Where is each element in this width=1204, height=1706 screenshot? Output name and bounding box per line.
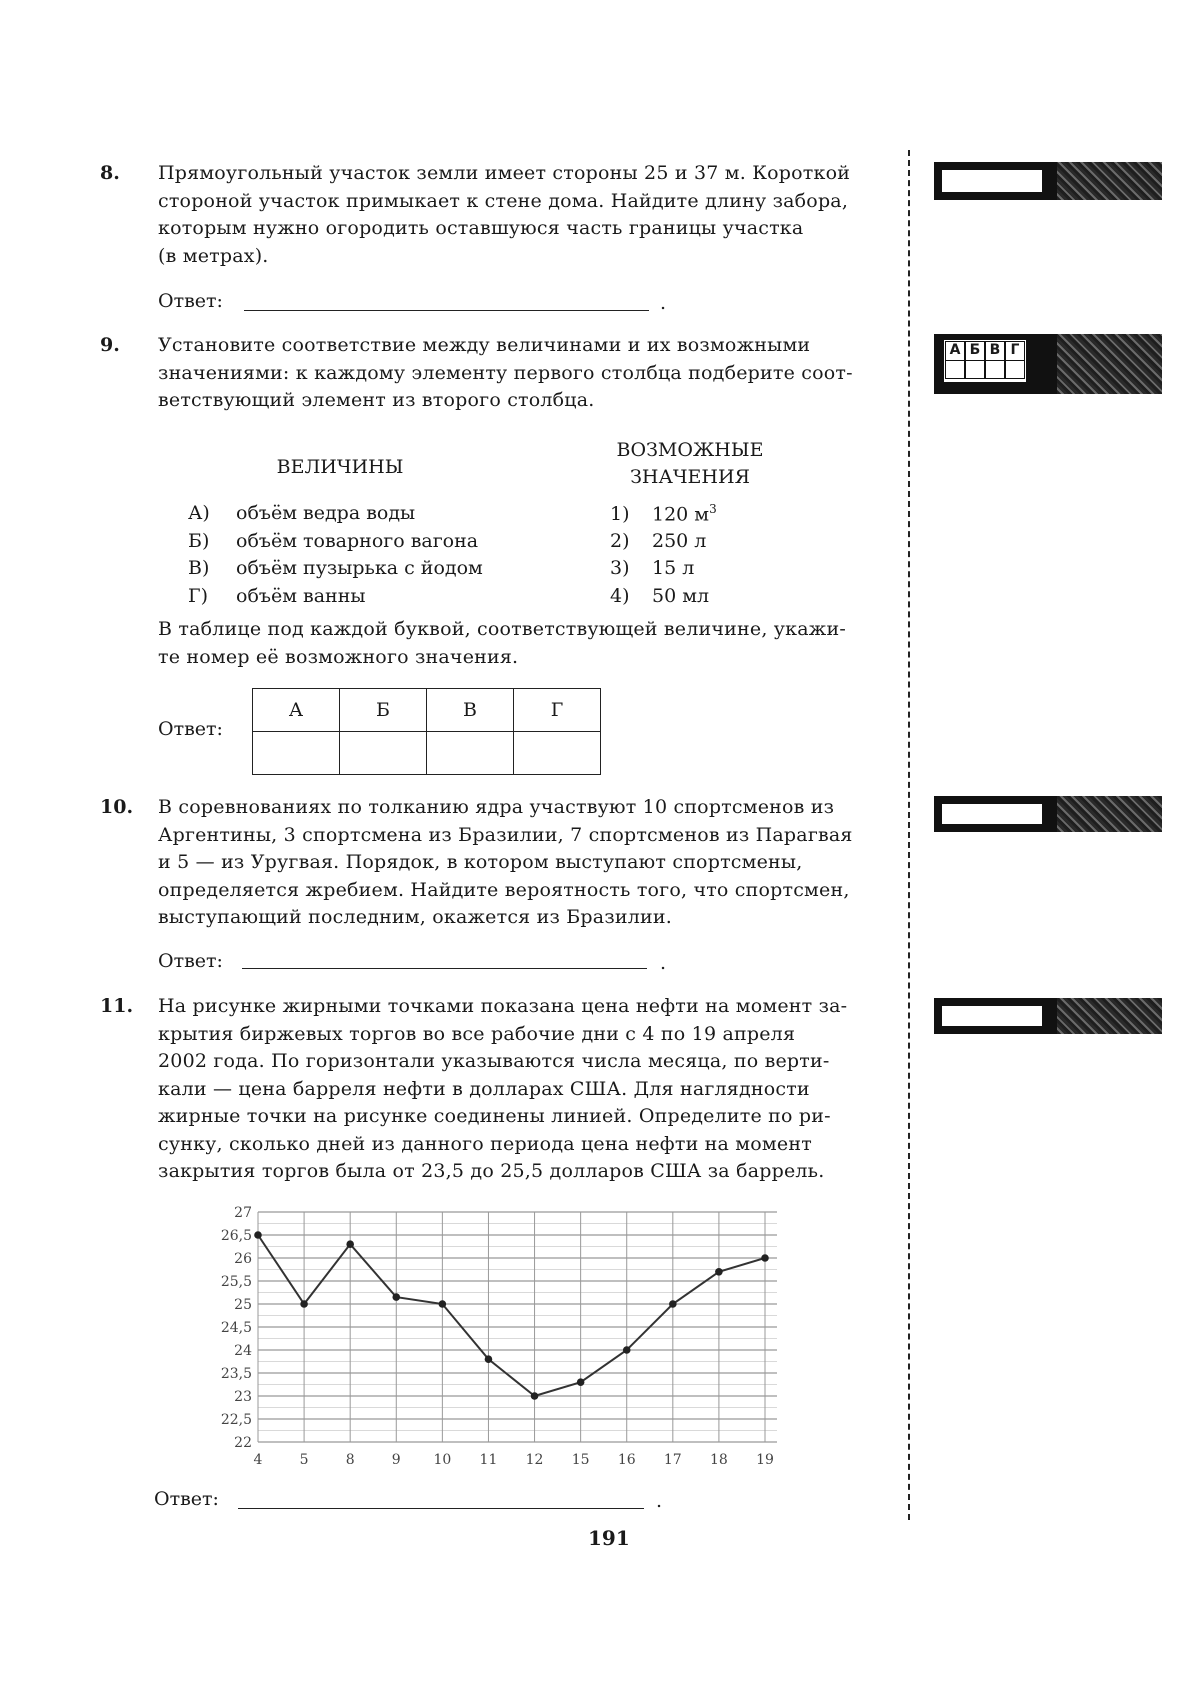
task-9-instruction-line: те номер её возможного значения. — [158, 645, 519, 668]
answer-table-cell[interactable] — [340, 732, 427, 775]
scan-noise — [1057, 796, 1162, 832]
x-tick-label: 12 — [525, 1452, 544, 1468]
x-tick-label: 17 — [663, 1452, 682, 1468]
value-item — [610, 585, 709, 607]
answer-mark-box-8 — [934, 162, 1162, 200]
value-key: 1) — [610, 503, 630, 526]
task-11-line: крытия биржевых торгов во все рабочие дни с 4 по 19 апреля — [158, 1022, 796, 1045]
quantity-item — [188, 585, 366, 607]
quantity-key: Г) — [188, 585, 208, 607]
data-point — [300, 1300, 308, 1308]
task-9-answer-table — [252, 688, 601, 775]
task-11-line: кали — цена барреля нефти в долларах США. Для наглядности — [158, 1077, 810, 1100]
value-text: 250 л — [652, 530, 707, 552]
task-10-answer-label: Ответ: — [158, 950, 223, 972]
y-tick-label: 25,5 — [220, 1274, 252, 1290]
y-tick-label: 26 — [234, 1251, 252, 1267]
mark-letter: Г — [1005, 341, 1025, 361]
task-10-text — [158, 794, 888, 932]
mark-letter: А — [945, 341, 965, 361]
value-key: 2) — [610, 530, 630, 552]
x-tick-label: 8 — [345, 1452, 355, 1468]
mark-letter: Б — [965, 341, 985, 361]
task-8-line: которым нужно огородить оставшуюся часть границы участка — [158, 217, 804, 239]
task-11-line: сунку, сколько дней из данного периода цена нефти на момент — [158, 1132, 812, 1155]
task-11-line: 2002 года. По горизонтали указываются числа месяца, по верти- — [158, 1050, 830, 1072]
y-tick-label: 24,5 — [220, 1320, 252, 1336]
task-9-instruction — [158, 616, 888, 671]
task-8-line: стороной участок примыкает к стене дома. Найдите длину забора, — [158, 189, 849, 212]
quantity-item — [188, 530, 478, 552]
x-tick-label: 19 — [756, 1452, 774, 1468]
task-10-answer-dot: . — [660, 952, 667, 974]
quantity-key: А) — [188, 502, 210, 524]
task-10-line: В соревнованиях по толканию ядра участвуют 10 спортсменов из — [158, 796, 835, 818]
chart-x-tick-labels — [254, 1452, 774, 1468]
task-11-number: 11. — [100, 995, 134, 1017]
quantity-text: объём пузырька с йодом — [236, 557, 483, 579]
x-tick-label: 11 — [479, 1452, 498, 1468]
y-tick-label: 22 — [234, 1435, 252, 1451]
scan-noise — [1057, 334, 1162, 394]
task-8-answer-line[interactable] — [244, 310, 649, 311]
quantity-text: объём товарного вагона — [236, 530, 479, 552]
answer-table-header: В — [427, 689, 514, 732]
answer-table-header: А — [253, 689, 340, 732]
quantity-item — [188, 557, 483, 579]
value-key: 3) — [610, 557, 630, 579]
task-10-line: и 5 — из Уругвая. Порядок, в котором выступают спортсмены, — [158, 851, 803, 873]
task-9-line: Установите соответствие между величинами и их возможными — [158, 334, 811, 356]
data-point — [669, 1300, 677, 1308]
data-point — [531, 1392, 539, 1400]
column-header-values-line: ВОЗМОЖНЫЕ — [616, 439, 764, 461]
task-11-answer-dot: . — [656, 1490, 663, 1512]
value-text: 15 л — [652, 557, 695, 579]
task-10-line: Аргентины, 3 спортсмена из Бразилии, 7 спортсменов из Парагвая — [158, 823, 853, 846]
answer-mark-grid[interactable] — [944, 340, 1026, 382]
task-10-number: 10. — [100, 796, 134, 818]
quantity-text: объём ванны — [236, 585, 366, 607]
quantity-text: объём ведра воды — [236, 502, 416, 524]
answer-mark-box-10 — [934, 796, 1162, 832]
data-point — [439, 1300, 447, 1308]
task-11-line: На рисунке жирными точками показана цена нефти на момент за- — [158, 995, 848, 1017]
task-9-line: значениями: к каждому элементу первого столбца подберите соот- — [158, 361, 853, 384]
x-tick-label: 18 — [709, 1452, 728, 1468]
x-tick-label: 9 — [391, 1452, 401, 1468]
data-point — [715, 1268, 723, 1276]
value-item — [610, 557, 694, 579]
answer-table-header: Г — [514, 689, 601, 732]
task-9-number: 9. — [100, 334, 120, 356]
answer-mark-field[interactable] — [942, 170, 1042, 192]
y-tick-label: 22,5 — [220, 1412, 252, 1428]
answer-mark-field[interactable] — [942, 1006, 1042, 1026]
x-tick-label: 4 — [253, 1452, 263, 1468]
scan-noise — [1057, 998, 1162, 1034]
task-10-answer-line[interactable] — [242, 968, 647, 969]
answer-mark-box-11 — [934, 998, 1162, 1034]
x-tick-label: 5 — [299, 1452, 309, 1468]
x-tick-label: 15 — [571, 1452, 590, 1468]
value-text: 120 м — [652, 503, 710, 526]
data-point — [392, 1293, 400, 1301]
x-tick-label: 16 — [617, 1452, 636, 1468]
value-superscript: 3 — [709, 502, 717, 516]
column-header-values — [600, 437, 780, 491]
data-point — [761, 1254, 769, 1262]
quantity-key: В) — [188, 557, 210, 579]
y-tick-label: 24 — [234, 1343, 252, 1359]
scan-noise — [1057, 162, 1162, 200]
mark-letter: В — [985, 341, 1005, 361]
value-item — [610, 502, 717, 525]
y-tick-label: 23 — [234, 1389, 252, 1405]
task-11-line: жирные точки на рисунке соединены линией. Определите по ри- — [158, 1105, 831, 1127]
data-point — [254, 1231, 262, 1239]
value-key: 4) — [610, 585, 630, 607]
answer-mark-box-9 — [934, 334, 1162, 394]
task-8-line: (в метрах). — [158, 244, 269, 267]
task-8-line: Прямоугольный участок земли имеет стороны 25 и 37 м. Короткой — [158, 162, 851, 184]
y-tick-label: 27 — [234, 1205, 252, 1221]
value-item — [610, 530, 706, 552]
value-text: 50 мл — [652, 585, 710, 607]
y-tick-label: 26,5 — [220, 1228, 252, 1244]
data-point — [346, 1240, 354, 1248]
task-9-text — [158, 332, 888, 415]
chart-y-tick-labels — [221, 1205, 252, 1451]
task-8-number: 8. — [100, 162, 120, 184]
y-tick-label: 25 — [234, 1297, 252, 1313]
column-header-quantities: ВЕЛИЧИНЫ — [276, 456, 404, 478]
answer-table-header: Б — [340, 689, 427, 732]
column-header-values-line: ЗНАЧЕНИЯ — [630, 466, 750, 488]
task-9-answer-label: Ответ: — [158, 718, 223, 740]
page-number: 191 — [588, 1526, 630, 1550]
answer-mark-field[interactable] — [942, 804, 1042, 824]
data-point — [623, 1346, 631, 1354]
answer-table-cell[interactable] — [514, 732, 601, 775]
task-8-answer-label: Ответ: — [158, 290, 223, 312]
oil-price-chart — [200, 1200, 1000, 1470]
data-point — [577, 1378, 585, 1386]
task-9-line: ветствующий элемент из второго столбца. — [158, 389, 595, 411]
task-8-text — [158, 160, 888, 270]
cut-line — [908, 150, 910, 1520]
chart-grid — [258, 1212, 777, 1442]
task-9-instruction-line: В таблице под каждой буквой, соответствующей величине, укажи- — [158, 618, 846, 640]
task-11-answer-line[interactable] — [238, 1508, 644, 1509]
task-11-text — [158, 993, 888, 1186]
y-tick-label: 23,5 — [220, 1366, 252, 1382]
task-11-line: закрытия торгов была от 23,5 до 25,5 долларов США за баррель. — [158, 1160, 825, 1182]
answer-table-cell[interactable] — [253, 732, 340, 775]
answer-table-cell[interactable] — [427, 732, 514, 775]
quantity-item — [188, 502, 415, 524]
task-10-line: выступающий последним, окажется из Бразилии. — [158, 906, 672, 928]
x-tick-label: 10 — [433, 1452, 452, 1468]
quantity-key: Б) — [188, 530, 210, 552]
data-point — [485, 1355, 493, 1363]
task-8-answer-dot: . — [660, 292, 667, 314]
task-10-line: определяется жребием. Найдите вероятность того, что спортсмен, — [158, 878, 850, 901]
task-11-answer-label: Ответ: — [154, 1488, 219, 1510]
